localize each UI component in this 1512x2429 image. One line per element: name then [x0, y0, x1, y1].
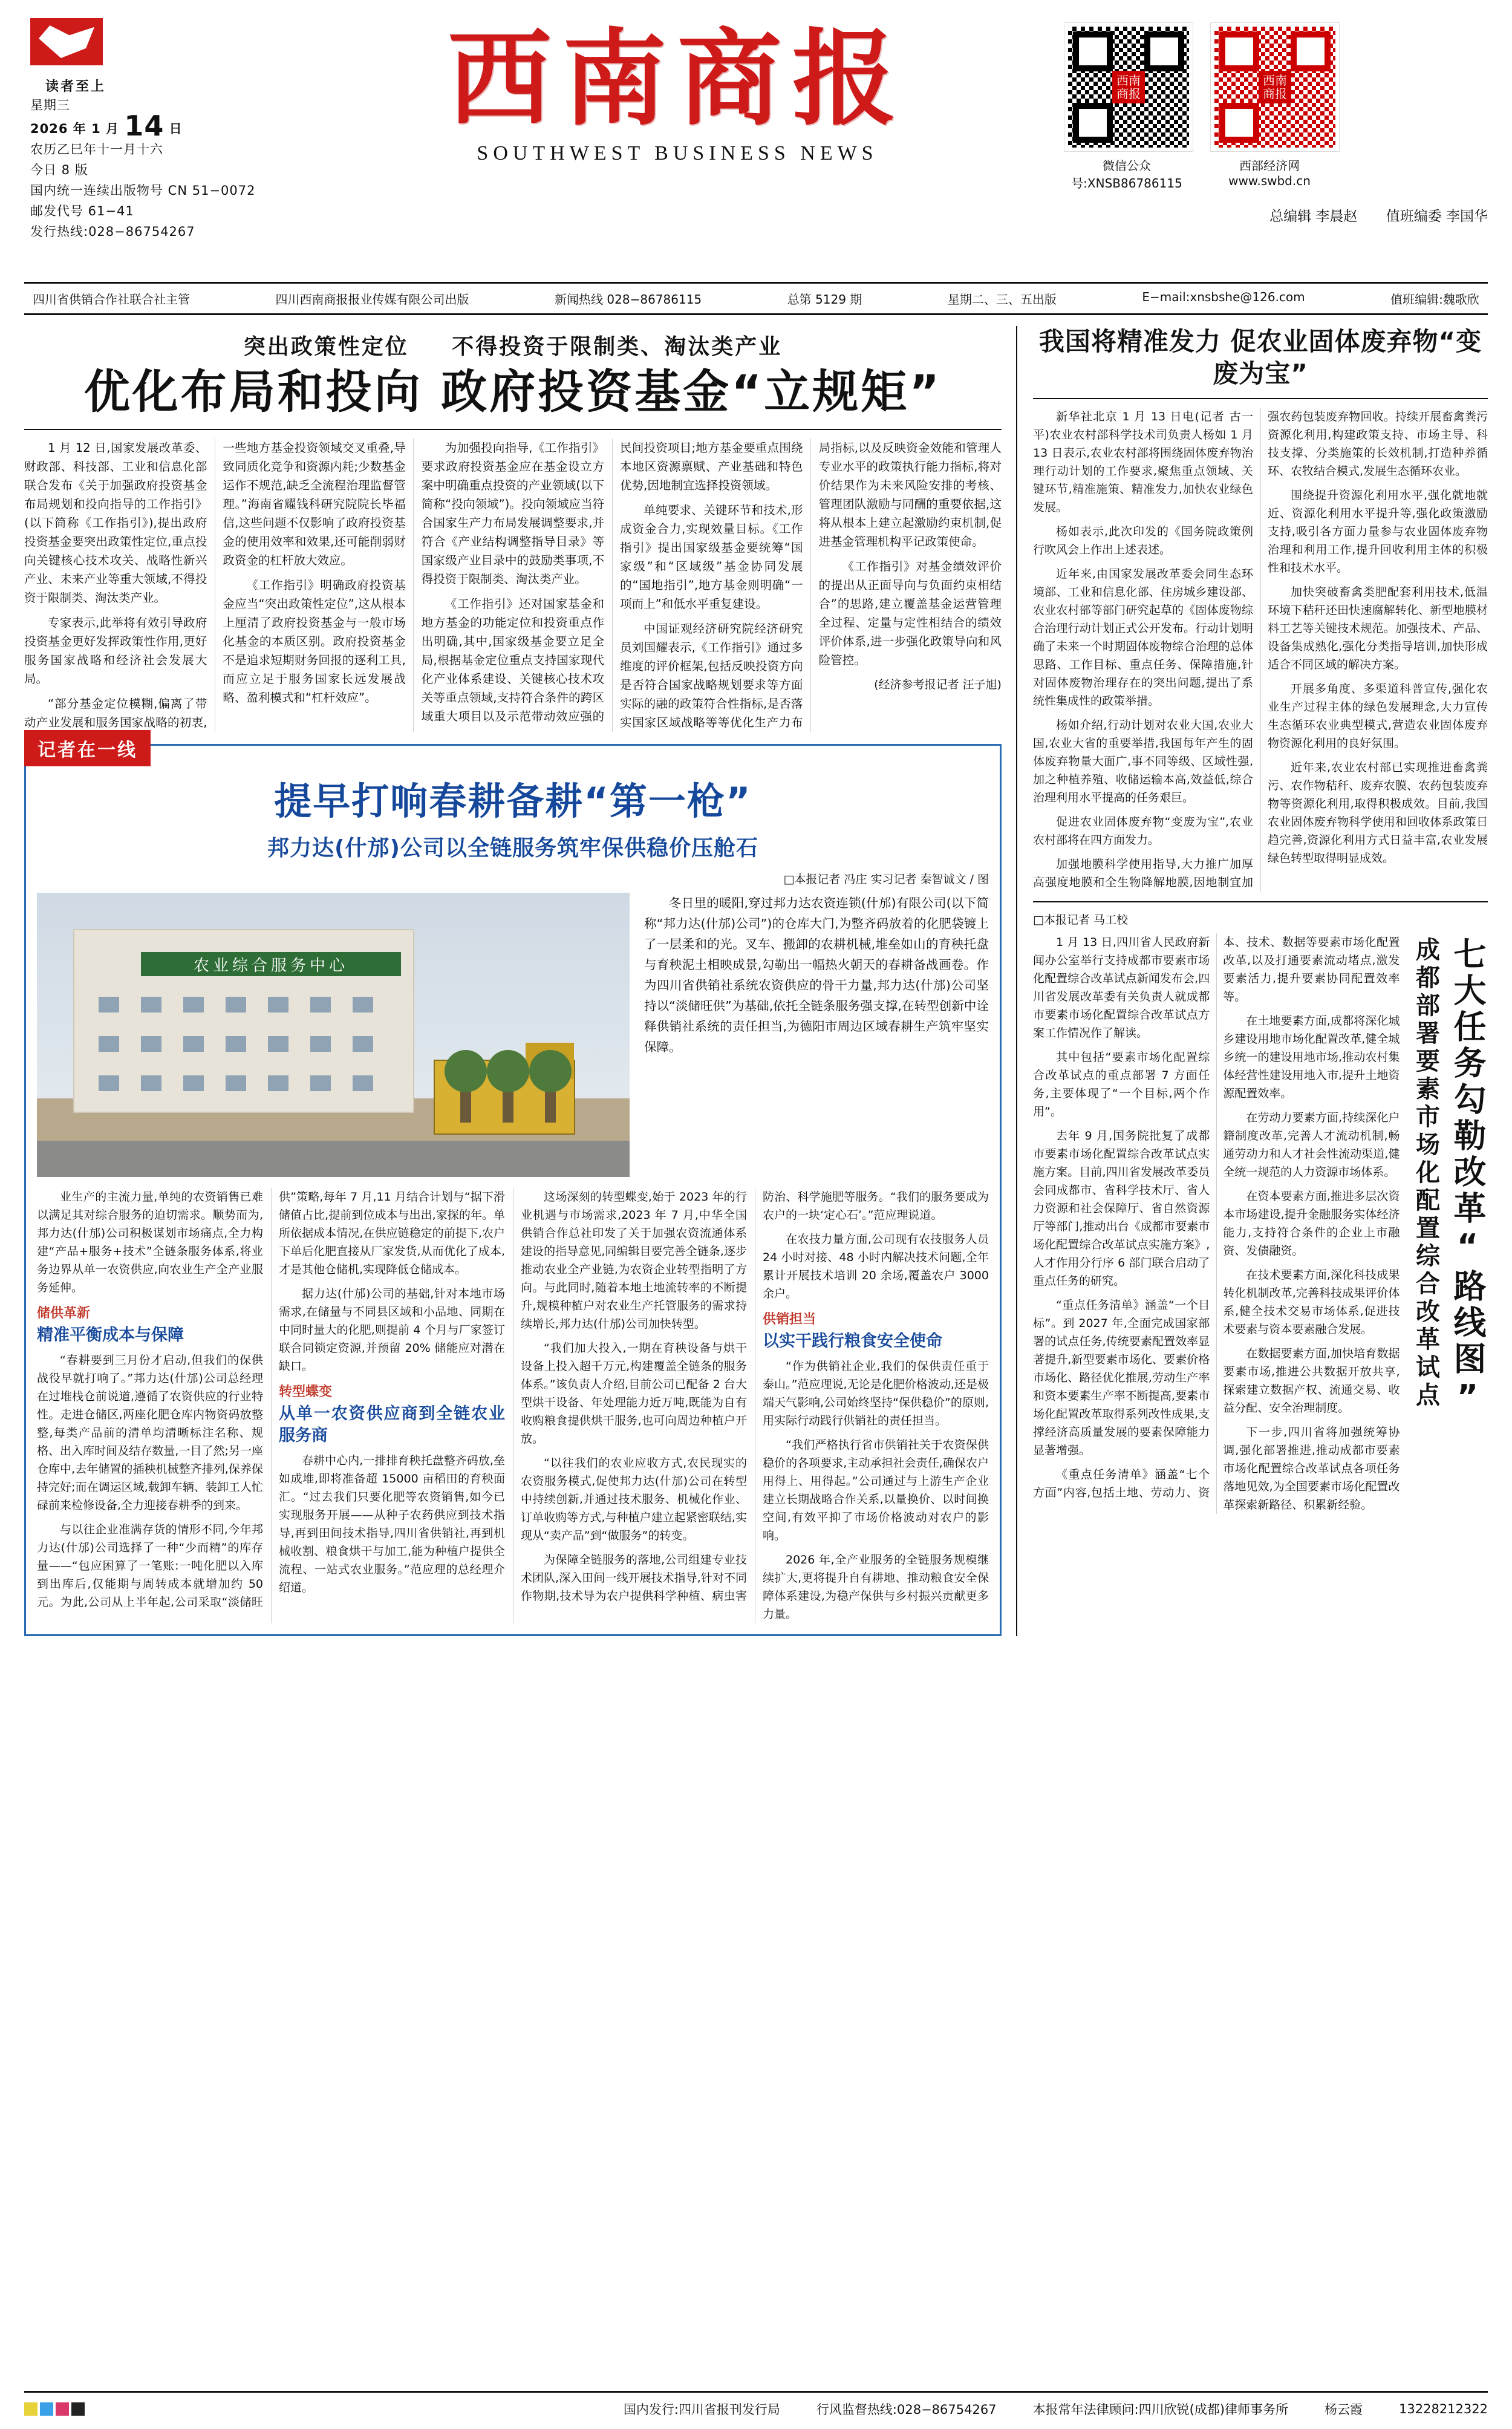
right-top-para: 近年来,农业农村部已实现推进畜禽粪污、农作物秸秆、废弃农膜、农药包装废弃物等资源化利用,取得积极成效。目前,我国农业固体废弃物科学使用和回收体系政策日趋完善,资源化利用方式日益丰富,农业发展绿色转型取得明显成效。	[1268, 761, 1488, 865]
feature-article	[24, 740, 1002, 1636]
right-top-para: 杨如介绍,行动计划对农业大国,农业大国,农业大省的重要举措,我国每年产生的固体废弃物量大面广,事不同等级、区域性强,加之种植养殖、收储运输本高,效益低,综合治理利用水平提高的任务艰巨。	[1033, 719, 1253, 804]
right-top-para: 开展多角度、多渠道科普宣传,强化农业生产过程主体的绿色发展理念,大力宣传生态循环农业典型模式,营造农业固体废弃物资源化利用的良好氛围。	[1268, 682, 1488, 750]
right-section-divider	[1033, 901, 1488, 902]
right-bottom-para: 1 月 13 日,四川省人民政府新闻办公室举行支持成都市要素市场化配置综合改革试点新闻发布会,四川省发展改革委有关负责人就成都市要素市场化配置综合改革试点方案工作情况作了解读。	[1033, 936, 1210, 1040]
issn: 国内统一连续出版物号 CN 51−0072	[30, 183, 256, 198]
duty-editor: 值班编委 李国华	[1386, 209, 1488, 224]
right-bottom-credit: □本报记者 马工校	[1033, 913, 1128, 927]
footer-supervision-hotline: 行风监督热线:028−86754267	[816, 2402, 997, 2417]
feature-para: “我们加大投入,一期在育秧设备与烘干设备上投入超千万元,构建覆盖全链条的服务体系。”该负责人介绍,目前公司已配备 2 台大型烘干设备、年处理能力近万吨,既能为自有收购粮食提供烘干服务,也可向周边种植户开放。	[521, 1342, 747, 1446]
feature-section-heading	[279, 1381, 505, 1447]
right-top-para: 杨如表示,此次印发的《国务院政策例行吹风会上作出上述表述。	[1033, 525, 1253, 556]
feature-para: “以往我们的农业应收方式,农民现实的农资服务模式,促使邦力达(什邡)公司在转型中持续创新,并通过技术服务、机械化作业、订单收购等方式,与种植户建立起紧密联结,实现从“卖产品”到“做服务”的转变。	[521, 1456, 747, 1543]
feature-section-title: 从单一农资供应商到全链农业服务商	[279, 1404, 505, 1446]
wechat-qr-icon[interactable]	[1064, 23, 1193, 151]
page-footer	[24, 2391, 1488, 2418]
publisher-company: 四川西南商报报业传媒有限公司出版	[275, 292, 469, 307]
footer-items	[624, 2400, 1488, 2418]
feature-top-row	[37, 893, 989, 1177]
right-bottom-para: 《重点任务清单》涵盖“七个方面”内容,包括土地、劳动力、资本、技术、数据等要素市场化配置改革,以及打通要素流动堵点,激发要素活力,提升要素协同配置效率等。	[1033, 936, 1400, 1499]
feature-para: “我们严格执行省市供销社关于农资保供稳价的各项要求,主动承担社会责任,确保农户用得上、用得起。”公司通过与上游生产企业建立长期战略合作关系,以量换价、以时间换空间,有效平抑了市场价格波动对农户的影响。	[763, 1438, 989, 1543]
right-bottom-block	[1033, 933, 1488, 1514]
masthead-left-info	[24, 18, 290, 242]
email: E−mail:xnsbshe@126.com	[1142, 290, 1305, 304]
right-bottom-subtitle: 成都部署要素市场化配置综合改革试点	[1412, 937, 1440, 1410]
date-day: 14	[124, 109, 165, 142]
feature-para: 据力达(什邡)公司的基础,针对本地市场需求,在储量与不同县区域和小品地、同期在中同时量大的化肥,则提前 4 个月与厂家签订联合同锁定资源,并预留 20% 储能应对潜在缺口。	[279, 1287, 505, 1374]
feature-para: “作为供销社企业,我们的保供责任重于泰山。”范应理说,无论是化肥价格波动,还是极端天气影响,公司始终坚持“保供稳价”的原则,用实际行动践行供销社的责任担当。	[763, 1360, 989, 1428]
lead-kicker-2: 不得投资于限制类、淘汰类产业	[452, 334, 783, 359]
feature-para: “春耕要到三月份才启动,但我们的保供战役早就打响了。”邦力达(什邡)公司总经理在过堆栈仓前说道,遵循了农资供应的行业特性。走进仓储区,两座化肥仓库内物资码放整整,每类产品前的清单均清晰标注名称、规格、出入库时间及结存数量,一目了然;另一座仓库中,去年储置的插秧机械整齐排列,保养保持完好;而在调运区域,载卸车辆、装卸工人忙碌前来检修设备,全力迎接春耕季的到来。	[37, 1354, 263, 1513]
masthead-publisher-bar	[24, 284, 1488, 315]
qr-captions	[1064, 156, 1488, 191]
feature-para: 与以往企业准满存货的情形不同,今年邦力达(什邡)公司选择了一种“少而精”的库存量——“包应困算了一笔账:一吨化肥以入库到出库后,仅能期与周转成本就增加约 50 元。为此,公司从上半年起,公司采取“淡储旺供”策略,每年 7 月,11 月结合计划与“据下滑储值占比,提前到位成本与出出,家探的年。单所依据成本情况,在供应链稳定的前提下,农户下单后化肥直接从厂家发货,从而优化了成本,才是其他仓储机,实现降低仓储成本。	[37, 1190, 505, 1609]
publish-date	[30, 109, 290, 142]
feature-section-title: 精准平衡成本与保障	[37, 1326, 184, 1345]
lead-para: 为加强投向指导,《工作指引》要求政府投资基金应在基金设立方案中明确重点投资的产业领域(以下简称“投向领域”)。投向领域应当符合国家生产力布局发展调整要求,并符合《产业结构调整指导目录》等国家级产业目录中的鼓励类事项,不得投资于限制类、淘汰类产业。	[421, 441, 605, 587]
issue-number: 总第 5129 期	[787, 292, 862, 307]
feature-section-kicker: 储供革新	[37, 1306, 91, 1322]
feature-para: 春耕中心内,一排排育秧托盘整齐码放,垒如成堆,即将准备超 15000 亩稻田的育秧面汇。“过去我们只要化肥等农资销售,如今已实现服务开展——从种子农药供应到技术指导,再到田间技术指导,四川省供销社,再到机械收割、粮食烘干与加工,能为种植户提供全流程、一站式农业服务。”范应理的总经理介绍道。	[279, 1454, 505, 1595]
feature-photo	[37, 893, 630, 1177]
right-bottom-vertical-title	[1411, 937, 1488, 1514]
lead-para: 《工作指引》还对国家基金和地方基金的功能定位和投资重点作出明确,其中,国家级基金要立足全局,根据基金定位重点支持国家现代化产业体系建设、关键核心技术攻关等重点领域,支持符合条件的跨区域重大项目以及示范带动效应强的民间投资项目;地方基金要重点围绕本地区资源禀赋、产业基础和特色优势,因地制宜选择投资领域。	[421, 441, 803, 724]
masthead-title-block	[290, 18, 1064, 165]
feature-section-heading	[37, 1303, 263, 1346]
cmyk-color-bar-icon	[24, 2402, 85, 2416]
lead-byline: (经济参考报记者 汪子旭)	[874, 678, 1002, 692]
right-top-para: 新华社北京 1 月 13 日电(记者 古一平)农业农村部科学技术司负责人杨如 1 月 13 日表示,农业农村部将围绕固体废弃物治理行动计划的工作要求,聚焦重点领域、关键环节,精准施策、精准发力,加快农业绿色发展。	[1033, 410, 1253, 514]
lunar-date: 农历乙巳年十一月十六	[30, 142, 163, 157]
feature-credit: □本报记者 冯庄 实习记者 秦智诚文 / 图	[783, 873, 989, 887]
chief-editor: 总编辑 李晨赵	[1269, 209, 1358, 224]
website-qr-icon[interactable]	[1211, 23, 1339, 151]
right-top-para: 促进农业固体废弃物“变废为宝”,农业农村部将在四方面发力。	[1033, 815, 1253, 847]
feature-section-kicker: 转型蝶变	[279, 1384, 333, 1400]
headline-divider	[24, 429, 1002, 430]
right-bottom-para: 在土地要素方面,成都将深化城乡建设用地市场化配置改革,健全城乡统一的建设用地市场,推动农村集体经营性建设用地入市,提升土地资源配置效率。	[1223, 1014, 1400, 1100]
footer-lawyer-phone: 13228212322	[1399, 2402, 1488, 2416]
newspaper-logo-icon	[30, 18, 121, 73]
lead-headline: 优化布局和投向 政府投资基金“立规矩”	[83, 365, 942, 419]
feature-title: 提早打响春耕备耕“第一枪”	[274, 779, 752, 824]
lead-para: 专家表示,此举将有效引导政府投资基金更好发挥政策性作用,更好服务国家战略和经济社会发展大局。	[24, 616, 207, 686]
lead-para: 《工作指引》对基金绩效评价的提出从正面导向与负面约束相结合”的思路,建立覆盖基金运营管理全过程、定量与定性相结合的绩效评价体系,进一步强化政策导向和风险管控。	[818, 559, 1002, 668]
feature-body	[37, 1188, 989, 1623]
right-bottom-para: 在技术要素方面,深化科技成果转化机制改革,完善科技成果评价体系,健全技术交易市场体系,促进技术要素与资本要素融合发展。	[1223, 1268, 1400, 1336]
logo-block	[30, 18, 290, 95]
right-bottom-para: 去年 9 月,国务院批复了成都市要素市场化配置综合改革试点实施方案。目前,四川省发展改革委员会同成都市、省科学技术厅、省人力资源和社会保障厅、省自然资源厅等部门,推动出台《成都市要素市场化配置综合改革试点实施方案》,人才作用分行序 6 部门联合启动了重点任务的研究。	[1033, 1129, 1210, 1288]
distribution-hotline: 发行热线:028−86754267	[30, 224, 195, 239]
lead-para: “部分基金定位模糊,偏离了带动产业发展和服务国家战略的初衷,一些地方基金投资领域交叉重叠,导致同质化竞争和资源内耗;少数基金运作不规范,缺乏全流程治理监督管理。”海南省耀钱科研究院院长毕福信,这些问题不仅影响了政府投资基金的使用效率和效果,还可能削弱财政资金的杠杆放大效应。	[24, 441, 406, 730]
qr-center-label-1: 西南商报	[1112, 71, 1145, 103]
feature-tag-badge: 记者在一线	[24, 730, 151, 766]
footer-distribution: 国内发行:四川省报刊发行局	[623, 2402, 780, 2417]
feature-para: 为保障全链服务的落地,公司组建专业技术团队,深入田间一线开展技术指导,针对不同作物期,技术导为农户提供科学种植、病虫害防治、科学施肥等服务。“我们的服务要成为农户的一块‘定心石’。”范应理说道。	[521, 1190, 989, 1603]
left-column	[24, 326, 1016, 1636]
feature-section-kicker: 供销担当	[763, 1312, 816, 1328]
duty-sub-editor: 值班编辑:魏歌欣	[1390, 292, 1479, 307]
qr-caption-website: 西部经济网 www.swbd.cn	[1228, 158, 1311, 188]
lead-kicker-1: 突出政策性定位	[243, 334, 409, 359]
right-bottom-main-title: 七大任务勾勒改革“路线图”	[1448, 937, 1487, 1420]
feature-subtitle: 邦力达(什邡)公司以全链服务筑牢保供稳价压舱石	[267, 836, 758, 861]
feature-para: 2026 年,全产业服务的全链服务规模继续扩大,更将提升自有耕地、推动粮食安全保障体系建设,为稳产保供与乡村振兴贡献更多力量。	[763, 1553, 989, 1622]
lead-para: 《工作指引》明确政府投资基金应当“突出政策性定位”,这从根本上厘清了政府投资基金与一般市场化基金的本质区别。政府投资基金不是追求短期财务回报的逐利工具,而应立足于服务国家长远发展战略、盈利模式和“杠杆效应”。	[223, 578, 406, 705]
right-bottom-para: 在劳动力要素方面,持续深化户籍制度改革,完善人才流动机制,畅通劳动力和人才社会性流动渠道,健全统一规范的人力资源市场体系。	[1223, 1111, 1400, 1179]
right-column	[1016, 326, 1488, 1636]
masthead	[24, 0, 1488, 278]
news-hotline: 新闻热线 028−86786115	[555, 292, 702, 307]
qr-caption-wechat: 微信公众号:XNSB86786115	[1071, 158, 1182, 191]
feature-para: 在农技力量方面,公司现有农技服务人员 24 小时对接、48 小时内解决技术问题,全年累计开展技术培训 20 余场,覆盖农户 3000 余户。	[763, 1233, 989, 1301]
photo-building	[73, 929, 414, 1113]
lead-para: 1 月 12 日,国家发展改革委、财政部、科技部、工业和信息化部联合发布《关于加强政府投资基金布局规划和投向指导的工作指引》(以下简称《工作指引》),提出政府投资基金要突出政策性定位,重点投向关键核心技术攻关、战略性新兴产业、未来产业等重大领域,不得投资于限制类、淘汰类产业。	[24, 441, 207, 605]
right-top-headline: 我国将精准发力 促农业固体废弃物“变废为宝”	[1038, 327, 1482, 388]
post-code: 邮发代号 61−41	[30, 204, 134, 218]
feature-para: 这场深刻的转型蝶变,始于 2023 年的行业机遇与市场需求,2023 年 7 月,中华全国供销合作总社印发了关于加强农资流通体系建设的指导意见,同编辑目要完善全链条,逐步推动农业全产业链,为农资企业转型指明了方向。与此同时,随着本地土地流转率的不断提升,规模种植户对农业生产托管服务的需求持续增长,邦力达(什邡)公司加快转型。	[521, 1190, 747, 1331]
right-bottom-body	[1033, 933, 1400, 1514]
qr-code-row	[1064, 23, 1488, 151]
date-day-suffix: 日	[169, 122, 183, 136]
right-bottom-para: 在资本要素方面,推进多层次资本市场建设,提升金融服务实体经济能力,支持符合条件的企业上市融资、发债融资。	[1223, 1190, 1400, 1257]
page-content	[24, 326, 1488, 1636]
right-bottom-para: 其中包括“要素市场化配置综合改革试点的重点部署 7 方面任务,主要体现了“一个目标,两个作用”。	[1033, 1051, 1210, 1118]
lead-para: 中国证观经济研究院经济研究员刘国耀表示,《工作指引》通过多维度的评价框架,包括反映投资方向是否符合国家战略规划要求等方面实际的融的政策符合性指标,是否落实国家区域战略等等优化生产力布局指标,以及反映资金效能和管理人专业水平的政策执行能力指标,将对价结果作为未来风险安排的考核、管理团队激励与同酬的重要依据,这将从根本上建立起激励约束机制,促进基金管理机构平记政策使命。	[620, 441, 1002, 730]
footer-legal-counsel: 本报常年法律顾问:四川欣锐(成都)律师事务所	[1032, 2402, 1289, 2417]
right-top-para: 加快突破畜禽类肥配套利用技术,低温环境下秸秆还田快速腐解转化、新型地膜材料工艺等关键技术规范。加强技术、产品、设备集成熟化,强化分类指导培训,加快形成适合不同区域的解决方案。	[1268, 585, 1488, 671]
right-bottom-para: “重点任务清单》涵盖“一个目标”。到 2027 年,全面完成国家部署的试点任务,传统要素配置效率显著提升,新型要素市场化、要素价格市场化、路径优化推展,劳动生产率和资本要素生产率不断提高,要素市场化配置改革取得系列改性成果,支撑经济高质量发展的要素保障能力显著增强。	[1033, 1299, 1210, 1457]
feature-para: 业生产的主流力量,单纯的农资销售已难以满足其对综合服务的迫切需求。顺势而为,邦力达(什邡)公司积极谋划市场痛点,全力构建“产品+服务+技术”全链条服务体系,将业务边界从单一农资供应,向农业生产全产业服务延伸。	[37, 1190, 263, 1295]
photo-building-sign: 农业综合服务中心	[141, 952, 401, 976]
qr-center-label-2: 西南商报	[1259, 71, 1291, 103]
lead-para: 单纯要求、关键环节和技术,形成资金合力,实现效量目标。《工作指引》提出国家级基金要统筹“国家级”和“区域级”基金协同发展的“国地指引”,地方基金则明确“一项而上”和低水平重复建设。	[620, 503, 803, 611]
right-bottom-para: 下一步,四川省将加强统筹协调,强化部署推进,推动成都市要素市场化配置综合改革试点各项任务落地见效,为全国要素市场化配置改革探索新路径、积累新经验。	[1223, 1426, 1400, 1511]
right-top-para: 近年来,由国家发展改革委会同生态环境部、工业和信息化部、住房城乡建设部、农业农村部等部门研究起草的《固体废物综合治理行动计划正式公开发布。行动计划明确了未来一个时期固体废物综合治理的总体思路、工作目标、重点任务、保障措施,针对固体废物治理存在的突出问题,提出了系统性集成性的政策举措。	[1033, 567, 1253, 708]
footer-lawyer-name: 杨云霞	[1325, 2402, 1363, 2417]
paper-name: 西南商报	[448, 17, 907, 140]
lead-kicker	[24, 330, 1002, 360]
weekday: 星期三	[30, 98, 70, 112]
right-bottom-para: 在数据要素方面,加快培育数据要素市场,推进公共数据开放共享,探索建立数据产权、流通交易、收益分配、安全治理制度。	[1223, 1347, 1400, 1415]
page-count: 今日 8 版	[30, 163, 88, 177]
publisher-supervisor: 四川省供销合作社联合社主管	[33, 292, 190, 307]
editor-contacts	[1064, 204, 1488, 229]
feature-section-title: 以实干践行粮食安全使命	[763, 1332, 942, 1351]
masthead-right-block	[1064, 18, 1488, 229]
feature-lead-para: 冬日里的暖阳,穿过邦力达农资连锁(什邡)有限公司(以下简称“邦力达(什邡)公司”)的仓库大门,为整齐码放着的化肥袋镀上了一层柔和的光。叉车、搬卸的农耕机械,堆垒如山的育秧托盘与育秧泥土相映成景,勾勒出一幅热火朝天的春耕备战画卷。作为四川省供销社系统农资供应的骨干力量,邦力达(什邡)公司坚持以“淡储旺供”为基础,依托全链条服务强支撑,在转型创新中诠释供销社系统的责任担当,为德阳市周边区域春耕生产筑牢坚实保障。	[644, 896, 989, 1055]
right-top-body	[1033, 408, 1488, 892]
feature-lead-text	[644, 893, 989, 1177]
right-top-para: 围绕提升资源化利用水平,强化就地就近、资源化利用水平提升等,强化政策激励支持,吸引各方面力量参与农业固体废弃物治理和利用工作,提升回收利用主体的积极性和技术水平。	[1268, 489, 1488, 575]
lead-body	[24, 439, 1002, 732]
publish-schedule: 星期二、三、五出版	[947, 292, 1057, 307]
motto: 读者至上	[45, 79, 106, 94]
right-headline-divider	[1033, 398, 1488, 399]
paper-name-english: SOUTHWEST BUSINESS NEWS	[477, 142, 878, 165]
feature-section-heading	[763, 1309, 989, 1352]
right-top-para: 加强地膜科学使用指导,大力推广加厚高强度地膜和全生物降解地膜,因地制宜加强农药包装废弃物回收。持续开展畜禽粪污资源化利用,构建政策支持、市场主导、科技支撑、分类施策的长效机制,打造种养循环、农牧结合模式,发展生态循环农业。	[1033, 410, 1488, 889]
date-year-month: 2026 年 1 月	[30, 122, 119, 136]
